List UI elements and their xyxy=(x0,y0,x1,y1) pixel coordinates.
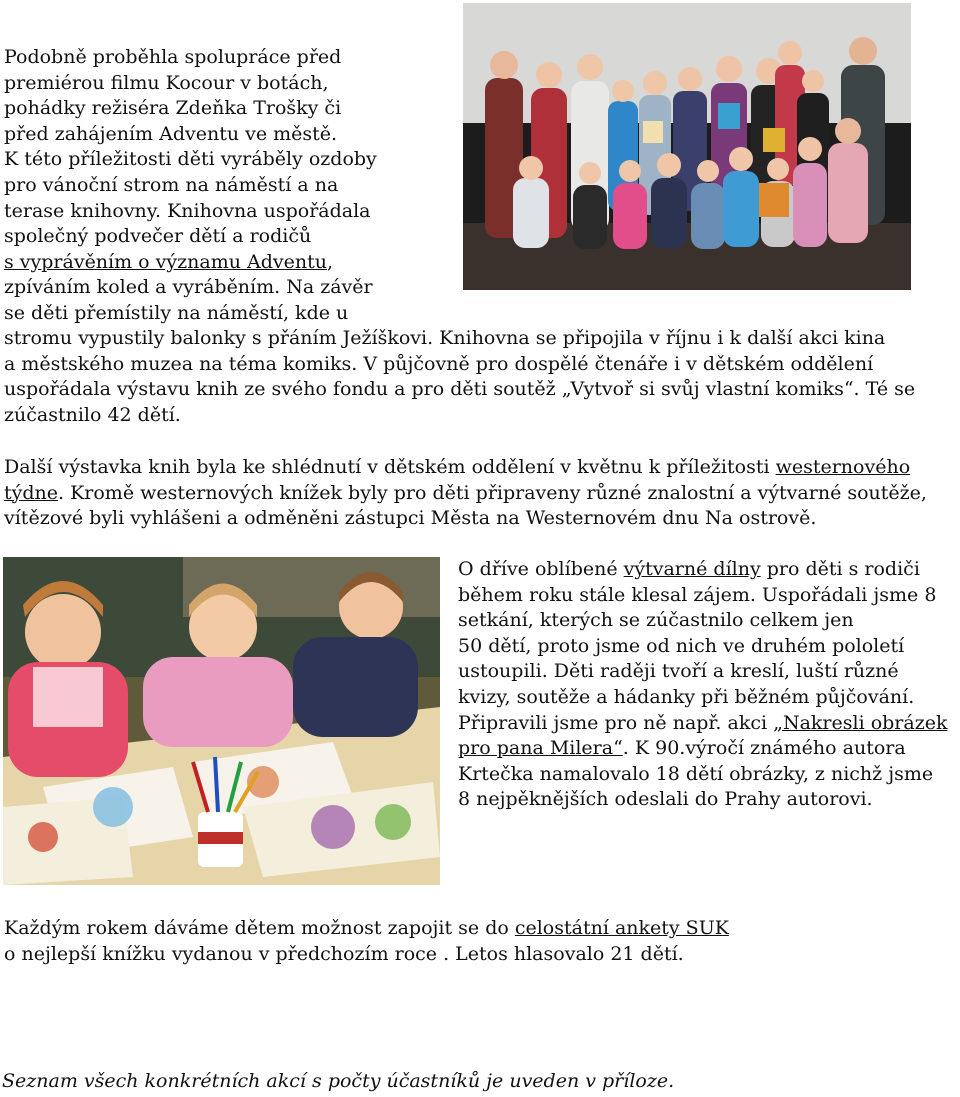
text-line: zpíváním koled a vyráběním. Na závěr xyxy=(4,276,373,299)
photo-children-group-image xyxy=(463,3,911,290)
text-line: Připravili jsme pro ně např. akci „Nakresli obrázek xyxy=(458,711,948,734)
text-line: pohádky režiséra Zdeňka Trošky či xyxy=(4,97,342,120)
paragraph-premiere-left xyxy=(4,45,377,327)
draw-picture-link-cont: pro pana Milera“ xyxy=(458,737,623,760)
underlined-advent-phrase: s vyprávěním o významu Adventu xyxy=(4,250,327,273)
text-line: pro vánoční strom na náměstí a na xyxy=(4,173,339,196)
text-line: Další výstavka knih byla ke shlédnutí v dětském oddělení v květnu k příležitosti westernového xyxy=(4,456,911,478)
text-line: O dříve oblíbené výtvarné dílny pro děti s rodiči xyxy=(458,558,920,580)
draw-picture-link: „Nakresli obrázek xyxy=(773,711,948,734)
text-line: kvizy, soutěže a hádanky při běžném půjčování. xyxy=(458,685,915,708)
text-line: během roku stále klesal zájem. Uspořádali jsme 8 xyxy=(458,583,937,606)
text-line: se děti přemístily na náměstí, kde u xyxy=(4,301,349,324)
text-line: uspořádala výstavu knih ze svého fondu a pro děti soutěž „Vytvoř si svůj vlastní komiks“. Té se xyxy=(4,378,916,401)
text-line: vítězové byli vyhlášeni a odměněni zástupci Města na Westernovém dnu Na ostrově. xyxy=(4,507,817,530)
suk-survey-link: celostátní ankety SUK xyxy=(514,917,729,939)
paragraph-western-week xyxy=(4,455,927,532)
paragraph-art-workshops xyxy=(458,557,947,813)
text-line: společný podvečer dětí a rodičů xyxy=(4,225,312,248)
photo-children-drawing xyxy=(3,557,440,885)
western-week-link-cont: týdne xyxy=(4,481,59,504)
text-line: premiérou filmu Kocour v botách, xyxy=(4,71,329,94)
text-line: stromu vypustily balonky s přáním Ježíškovi. Knihovna se připojila v říjnu i k další akci kina xyxy=(4,327,886,349)
text-line: před zahájením Adventu ve městě. xyxy=(4,122,338,145)
text-line: Krtečka namalovalo 18 dětí obrázky, z nichž jsme xyxy=(458,762,934,785)
art-workshops-link: výtvarné dílny xyxy=(623,558,761,580)
text-line: Každým rokem dáváme dětem možnost zapojit se do celostátní ankety SUK xyxy=(4,917,729,939)
western-week-link: westernového xyxy=(775,456,911,478)
text-line: K této příležitosti děti vyráběly ozdoby xyxy=(4,148,377,171)
photo-children-group xyxy=(463,3,911,290)
paragraph-premiere-full xyxy=(4,326,915,428)
text-line: ustoupili. Děti raději tvoří a kreslí, luští různé xyxy=(458,660,899,683)
paragraph-suk-survey xyxy=(4,916,729,967)
text-line: pro pana Milera“. K 90.výročí známého autora xyxy=(458,737,906,760)
text-line: o nejlepší knížku vydanou v předchozím roce . Letos hlasovalo 21 dětí. xyxy=(4,942,684,965)
appendix-note: Seznam všech konkrétních akcí s počty účastníků je uveden v příloze. xyxy=(2,1070,675,1092)
text-line-advent: s vyprávěním o významu Adventu, xyxy=(4,250,334,273)
photo-children-drawing-image xyxy=(3,557,440,885)
text-line: 8 nejpěknějších odeslali do Prahy autorovi. xyxy=(458,788,873,811)
text-line: Podobně proběhla spolupráce před xyxy=(4,46,342,68)
text-line: setkání, kterých se zúčastnilo celkem jen xyxy=(458,609,854,632)
text-line: terase knihovny. Knihovna uspořádala xyxy=(4,199,371,222)
text-line: 50 dětí, proto jsme od nich ve druhém pololetí xyxy=(458,634,905,657)
text-line: a městského muzea na téma komiks. V půjčovně pro dospělé čtenáře i v dětském oddělení xyxy=(4,352,874,375)
text-line: zúčastnilo 42 dětí. xyxy=(4,403,181,426)
text-line: týdne. Kromě westernových knížek byly pro děti připraveny různé znalostní a výtvarné soutěže, xyxy=(4,481,927,504)
